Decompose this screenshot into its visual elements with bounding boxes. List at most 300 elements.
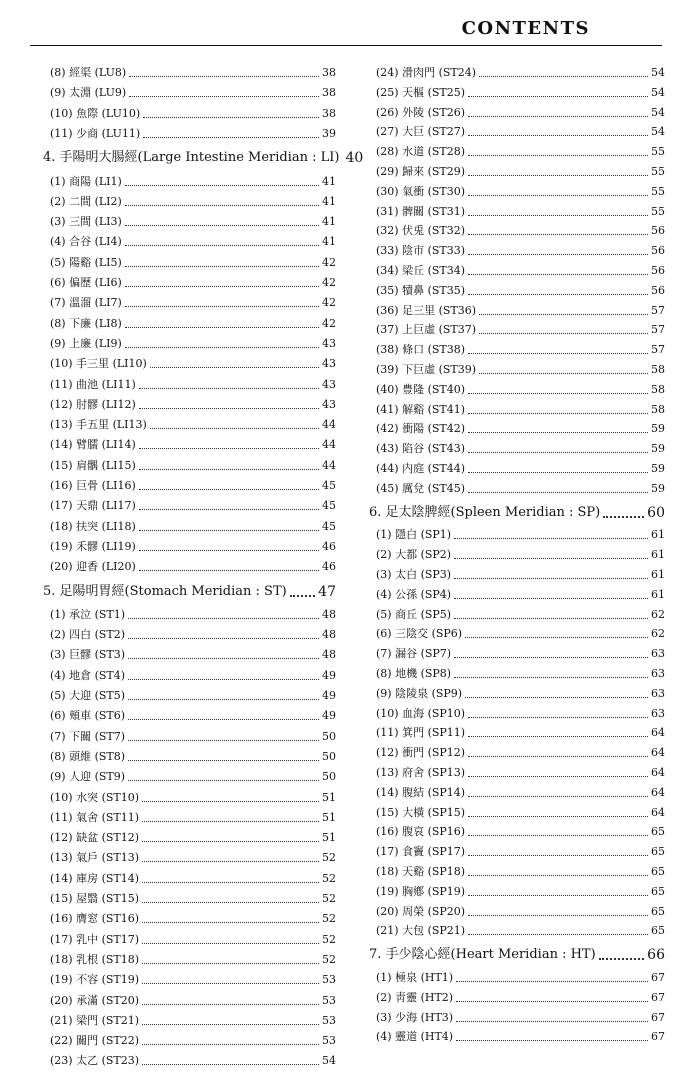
- toc-entry-label: (6) 頰車 (ST6): [50, 709, 126, 723]
- dot-leader: [142, 800, 319, 802]
- toc-entry[interactable]: [43, 709, 336, 723]
- toc-entry[interactable]: [369, 205, 665, 219]
- toc-entry-page: 47: [318, 583, 336, 600]
- toc-entry-label: (44) 内庭 (ST44): [376, 462, 466, 475]
- toc-entry-page: 49: [322, 689, 336, 702]
- toc-entry[interactable]: [369, 1030, 665, 1044]
- toc-entry[interactable]: [369, 442, 665, 456]
- toc-entry-label: (8) 下廉 (LI8): [50, 316, 122, 330]
- toc-entry-label: (15) 屋翳 (ST15): [50, 892, 140, 905]
- dot-leader: [454, 676, 648, 678]
- toc-entry[interactable]: [369, 726, 665, 740]
- toc-entry-page: 59: [651, 422, 665, 436]
- toc-entry[interactable]: [43, 195, 336, 209]
- dot-leader: [468, 795, 648, 797]
- dot-leader: [468, 174, 648, 176]
- toc-entry-page: 56: [651, 244, 665, 258]
- toc-entry[interactable]: [43, 1014, 336, 1028]
- page-title: CONTENTS: [461, 18, 590, 39]
- toc-entry-label: (12) 缺盆 (ST12): [50, 831, 140, 845]
- dot-leader: [129, 95, 319, 97]
- toc-entry[interactable]: [43, 628, 336, 642]
- toc-entry-label: (35) 犢鼻 (ST35): [376, 283, 466, 297]
- toc-entry[interactable]: [369, 786, 665, 800]
- toc-entry-label: (36) 足三里 (ST36): [376, 303, 477, 317]
- toc-entry[interactable]: [369, 106, 665, 120]
- toc-entry-page: 61: [651, 528, 665, 542]
- toc-entry-page: 48: [322, 648, 336, 662]
- toc-entry-label: (34) 梁丘 (ST34): [376, 264, 466, 277]
- toc-entry[interactable]: [369, 746, 665, 760]
- toc-entry[interactable]: [369, 687, 665, 701]
- toc-entry[interactable]: [43, 933, 336, 947]
- toc-entry-page: 42: [322, 296, 336, 310]
- toc-entry-page: 49: [322, 668, 336, 682]
- toc-entry-label: (6) 偏歷 (LI6): [50, 276, 122, 289]
- toc-entry-page: 41: [322, 174, 336, 188]
- toc-entry[interactable]: [369, 766, 665, 780]
- dot-leader: [128, 779, 319, 781]
- toc-entry[interactable]: [369, 865, 665, 879]
- toc-entry-page: 57: [651, 303, 665, 317]
- toc-entry-label: (10) 水突 (ST10): [50, 790, 140, 804]
- toc-entry-page: 59: [651, 481, 665, 495]
- toc-entry-page: 54: [651, 125, 665, 139]
- toc-entry-page: 53: [322, 973, 336, 987]
- toc-entry-page: 54: [322, 1054, 336, 1068]
- toc-entry-label: (2) 靑靈 (HT2): [376, 990, 454, 1004]
- toc-entry[interactable]: [43, 317, 336, 331]
- dot-leader: [139, 407, 319, 409]
- dot-leader: [139, 488, 319, 490]
- toc-entry-label: (19) 不容 (ST19): [50, 973, 140, 987]
- toc-entry-label: (7) 下關 (ST7): [50, 729, 126, 743]
- toc-entry-page: 65: [651, 904, 665, 918]
- toc-entry-label: (32) 伏兎 (ST32): [376, 224, 466, 238]
- dot-leader: [142, 840, 319, 842]
- toc-entry[interactable]: [43, 689, 336, 703]
- toc-entry-label: (8) 地機 (SP8): [376, 667, 452, 680]
- toc-entry[interactable]: [369, 845, 665, 859]
- toc-entry[interactable]: [43, 235, 336, 249]
- dot-leader: [468, 253, 648, 255]
- toc-entry-label: 6. 足太陰脾經(Spleen Meridian : SP): [369, 504, 601, 520]
- toc-entry-label: (3) 太白 (SP3): [376, 568, 452, 581]
- toc-entry[interactable]: [369, 1011, 665, 1025]
- toc-entry-label: (12) 肘髎 (LI12): [50, 397, 136, 411]
- toc-entry[interactable]: [369, 145, 665, 159]
- toc-entry[interactable]: [369, 66, 665, 80]
- toc-entry-page: 43: [322, 397, 336, 411]
- dot-leader: [454, 557, 648, 559]
- toc-entry[interactable]: [43, 892, 336, 906]
- toc-entry[interactable]: [369, 528, 665, 542]
- toc-entry-label: (3) 少海 (HT3): [376, 1010, 454, 1024]
- toc-entry[interactable]: [43, 378, 336, 392]
- toc-entry[interactable]: [43, 811, 336, 825]
- toc-entry[interactable]: [43, 953, 336, 967]
- dot-leader: [479, 372, 648, 374]
- toc-entry[interactable]: [369, 905, 665, 919]
- toc-entry-label: (12) 衝門 (SP12): [376, 746, 466, 760]
- header-rule: [30, 45, 662, 46]
- toc-entry-page: 40: [345, 150, 364, 167]
- toc-entry[interactable]: [369, 482, 665, 496]
- toc-entry-page: 62: [651, 607, 665, 621]
- toc-entry-page: 38: [322, 106, 336, 120]
- toc-entry[interactable]: [43, 540, 336, 554]
- toc-entry-page: 52: [322, 912, 336, 926]
- toc-entry[interactable]: [369, 363, 665, 377]
- toc-entry-page: 52: [322, 892, 336, 905]
- toc-entry-page: 64: [651, 726, 665, 740]
- toc-entry[interactable]: [369, 924, 665, 938]
- toc-entry-page: 65: [651, 825, 665, 839]
- toc-entry-page: 43: [322, 357, 336, 371]
- toc-entry-page: 46: [322, 560, 336, 574]
- toc-entry-label: (22) 關門 (ST22): [50, 1034, 140, 1048]
- dot-leader: [468, 352, 648, 354]
- toc-entry[interactable]: [369, 125, 665, 139]
- toc-entry[interactable]: [43, 66, 336, 80]
- dot-leader: [468, 115, 648, 117]
- toc-entry-label: (41) 解谿 (ST41): [376, 402, 466, 416]
- dot-leader: [128, 657, 319, 659]
- toc-entry[interactable]: [43, 730, 336, 744]
- dot-leader: [468, 834, 648, 836]
- toc-entry-page: 65: [651, 924, 665, 938]
- toc-entry-label: (3) 三間 (LI3): [50, 215, 122, 229]
- toc-entry-page: 51: [322, 810, 336, 824]
- dot-leader: [603, 515, 644, 518]
- toc-entry[interactable]: [369, 462, 665, 476]
- toc-entry-page: 55: [651, 145, 665, 159]
- dot-leader: [468, 874, 648, 876]
- toc-entry-label: (13) 氣戶 (ST13): [50, 851, 140, 865]
- toc-entry-label: (17) 天鼎 (LI17): [50, 499, 136, 513]
- toc-entry-page: 58: [651, 382, 665, 396]
- toc-entry-page: 55: [651, 165, 665, 178]
- dot-leader: [139, 569, 319, 571]
- toc-entry[interactable]: [43, 1034, 336, 1048]
- dot-leader: [456, 980, 648, 982]
- toc-entry[interactable]: [43, 560, 336, 574]
- dot-leader: [468, 775, 648, 777]
- toc-entry[interactable]: [369, 548, 665, 562]
- dot-leader: [468, 233, 648, 235]
- toc-entry-label: (20) 承滿 (ST20): [50, 993, 140, 1007]
- toc-entry[interactable]: [369, 244, 665, 258]
- toc-entry-page: 66: [647, 947, 665, 964]
- dot-leader: [468, 95, 648, 97]
- dot-leader: [139, 447, 319, 449]
- toc-entry-page: 61: [651, 587, 665, 601]
- toc-entry-label: (27) 大巨 (ST27): [376, 125, 466, 139]
- toc-entry-label: (17) 乳中 (ST17): [50, 932, 140, 946]
- toc-entry-page: 63: [651, 667, 665, 680]
- toc-section-heading[interactable]: [369, 505, 665, 521]
- toc-entry-page: 55: [651, 184, 665, 198]
- toc-entry[interactable]: [43, 1054, 336, 1068]
- toc-entry[interactable]: [43, 973, 336, 987]
- toc-entry[interactable]: [369, 323, 665, 337]
- toc-entry-page: 55: [651, 204, 665, 218]
- dot-leader: [139, 468, 319, 470]
- toc-entry-page: 42: [322, 255, 336, 269]
- toc-entry-page: 51: [322, 831, 336, 845]
- dot-leader: [142, 901, 319, 903]
- toc-entry-label: (33) 陰市 (ST33): [376, 244, 466, 258]
- dot-leader: [125, 346, 319, 348]
- dot-leader: [468, 735, 648, 737]
- toc-entry-label: 4. 手陽明大腸經(Large Intestine Meridian : LI): [43, 150, 340, 166]
- toc-entry-label: (20) 迎香 (LI20): [50, 560, 136, 574]
- toc-entry-page: 45: [322, 499, 336, 513]
- toc-entry-label: (19) 胸鄕 (SP19): [376, 884, 466, 898]
- toc-entry-page: 44: [322, 458, 336, 472]
- toc-entry-page: 65: [651, 884, 665, 898]
- toc-entry[interactable]: [43, 459, 336, 473]
- toc-entry[interactable]: [43, 337, 336, 351]
- toc-entry-label: (15) 肩髃 (LI15): [50, 458, 136, 472]
- toc-entry[interactable]: [369, 224, 665, 238]
- toc-entry[interactable]: [43, 418, 336, 432]
- toc-entry-page: 59: [651, 442, 665, 456]
- toc-entry-label: (14) 庫房 (ST14): [50, 871, 140, 885]
- dot-leader: [143, 136, 319, 138]
- toc-entry[interactable]: [43, 107, 336, 121]
- toc-entry[interactable]: [369, 304, 665, 318]
- toc-entry-page: 38: [322, 66, 336, 79]
- toc-entry[interactable]: [369, 971, 665, 985]
- toc-entry-label: (45) 厲兌 (ST45): [376, 481, 466, 495]
- toc-entry[interactable]: [43, 608, 336, 622]
- toc-entry-label: (5) 陽谿 (LI5): [50, 255, 122, 269]
- dot-leader: [142, 1043, 319, 1045]
- toc-entry-page: 48: [322, 607, 336, 621]
- toc-entry[interactable]: [43, 296, 336, 310]
- toc-entry-label: (19) 禾髎 (LI19): [50, 539, 136, 553]
- dot-leader: [456, 1039, 648, 1041]
- toc-entry-page: 53: [322, 1034, 336, 1048]
- toc-entry[interactable]: [43, 912, 336, 926]
- dot-leader: [468, 134, 648, 136]
- toc-section-heading[interactable]: [369, 947, 665, 963]
- toc-entry[interactable]: [369, 403, 665, 417]
- toc-entry[interactable]: [43, 770, 336, 784]
- toc-entry-page: 50: [322, 770, 336, 784]
- toc-entry-label: (9) 人迎 (ST9): [50, 770, 126, 784]
- dot-leader: [142, 820, 319, 822]
- dot-leader: [142, 860, 319, 862]
- dot-leader: [142, 1063, 319, 1065]
- toc-entry-label: (2) 四白 (ST2): [50, 628, 126, 642]
- toc-entry-label: (18) 天谿 (SP18): [376, 865, 466, 878]
- toc-entry[interactable]: [43, 398, 336, 412]
- dot-leader: [125, 285, 319, 287]
- toc-entry-page: 54: [651, 85, 665, 99]
- toc-entry[interactable]: [369, 707, 665, 721]
- toc-entry-label: (28) 水道 (ST28): [376, 145, 466, 159]
- toc-entry-label: 7. 手少陰心經(Heart Meridian : HT): [369, 947, 596, 963]
- toc-entry-label: (1) 商陽 (LI1): [50, 174, 122, 188]
- toc-entry-label: (30) 氣衝 (ST30): [376, 184, 466, 198]
- dot-leader: [150, 427, 319, 429]
- toc-entry-label: (26) 外陵 (ST26): [376, 105, 466, 119]
- dot-leader: [468, 412, 648, 414]
- toc-entry-label: (43) 陷谷 (ST43): [376, 442, 466, 456]
- toc-entry[interactable]: [43, 438, 336, 452]
- toc-entry[interactable]: [43, 215, 336, 229]
- dot-leader: [125, 265, 319, 267]
- toc-entry-page: 43: [322, 377, 336, 391]
- dot-leader: [454, 617, 648, 619]
- toc-entry-label: (23) 太乙 (ST23): [50, 1054, 140, 1068]
- toc-entry-page: 67: [651, 1010, 665, 1024]
- dot-leader: [128, 759, 319, 761]
- toc-entry[interactable]: [43, 831, 336, 845]
- toc-entry[interactable]: [43, 276, 336, 290]
- dot-leader: [142, 962, 319, 964]
- dot-leader: [142, 881, 319, 883]
- toc-entry[interactable]: [43, 669, 336, 683]
- toc-entry-label: (14) 臂臑 (LI14): [50, 438, 136, 452]
- dot-leader: [143, 116, 319, 118]
- dot-leader: [454, 577, 648, 579]
- toc-entry-label: (38) 條口 (ST38): [376, 343, 466, 357]
- dot-leader: [465, 696, 648, 698]
- toc-section-heading[interactable]: [43, 584, 336, 600]
- toc-entry-page: 41: [322, 215, 336, 229]
- toc-section-heading[interactable]: [43, 150, 364, 167]
- toc-entry[interactable]: [43, 520, 336, 534]
- toc-entry-page: 64: [651, 746, 665, 760]
- toc-entry[interactable]: [43, 750, 336, 764]
- toc-entry[interactable]: [369, 284, 665, 298]
- toc-entry-page: 44: [322, 418, 336, 432]
- toc-entry-label: (21) 梁門 (ST21): [50, 1013, 140, 1027]
- toc-entry-label: (7) 漏谷 (SP7): [376, 647, 452, 661]
- toc-entry-label: (18) 乳根 (ST18): [50, 952, 140, 966]
- toc-entry-page: 41: [322, 194, 336, 208]
- toc-entry-page: 59: [651, 462, 665, 475]
- toc-entry[interactable]: [43, 994, 336, 1008]
- toc-entry-label: 5. 足陽明胃經(Stomach Meridian : ST): [43, 583, 287, 599]
- toc-entry-label: (11) 氣舍 (ST11): [50, 810, 140, 824]
- toc-entry[interactable]: [43, 175, 336, 189]
- toc-entry[interactable]: [369, 165, 665, 179]
- toc-entry-label: (5) 大迎 (ST5): [50, 689, 126, 702]
- toc-entry-page: 57: [651, 323, 665, 337]
- toc-entry-label: (16) 膺窓 (ST16): [50, 912, 140, 926]
- toc-entry[interactable]: [369, 588, 665, 602]
- toc-entry[interactable]: [369, 667, 665, 681]
- dot-leader: [454, 597, 648, 599]
- dot-leader: [125, 326, 319, 328]
- toc-entry-label: (31) 髀關 (ST31): [376, 204, 466, 218]
- toc-entry-page: 58: [651, 402, 665, 416]
- toc-entry[interactable]: [43, 872, 336, 886]
- toc-entry[interactable]: [369, 627, 665, 641]
- toc-entry-page: 45: [322, 519, 336, 533]
- toc-entry[interactable]: [369, 885, 665, 899]
- toc-entry-label: (4) 公孫 (SP4): [376, 587, 452, 601]
- dot-leader: [129, 75, 319, 77]
- toc-entry-label: (3) 巨髎 (ST3): [50, 648, 126, 662]
- toc-entry-page: 45: [322, 479, 336, 492]
- toc-entry[interactable]: [369, 383, 665, 397]
- toc-entry[interactable]: [369, 86, 665, 100]
- toc-entry[interactable]: [43, 791, 336, 805]
- toc-entry-page: 43: [322, 336, 336, 350]
- toc-entry-page: 52: [322, 871, 336, 885]
- toc-entry-label: (9) 陰陵泉 (SP9): [376, 686, 463, 700]
- toc-entry[interactable]: [369, 991, 665, 1005]
- dot-leader: [468, 755, 648, 757]
- toc-entry-page: 50: [322, 729, 336, 743]
- dot-leader: [125, 244, 319, 246]
- toc-entry[interactable]: [369, 422, 665, 436]
- toc-entry-page: 65: [651, 845, 665, 859]
- toc-entry-page: 41: [322, 235, 336, 249]
- dot-leader: [150, 366, 319, 368]
- toc-entry-label: (42) 衝陽 (ST42): [376, 422, 466, 436]
- toc-entry[interactable]: [43, 256, 336, 270]
- toc-entry[interactable]: [369, 825, 665, 839]
- toc-entry-page: 54: [651, 66, 665, 79]
- toc-entry[interactable]: [369, 647, 665, 661]
- toc-entry-label: (11) 少商 (LU11): [50, 126, 141, 140]
- toc-entry[interactable]: [43, 127, 336, 141]
- toc-entry[interactable]: [43, 851, 336, 865]
- toc-entry-label: (40) 豊隆 (ST40): [376, 382, 466, 396]
- toc-entry-label: (10) 手三里 (LI10): [50, 357, 147, 371]
- toc-entry-page: 63: [651, 706, 665, 720]
- dot-leader: [142, 1003, 319, 1005]
- dot-leader: [468, 194, 648, 196]
- toc-entry-label: (8) 經渠 (LU8): [50, 66, 127, 79]
- toc-entry-page: 67: [651, 1030, 665, 1044]
- toc-entry-page: 64: [651, 766, 665, 779]
- toc-entry[interactable]: [43, 86, 336, 100]
- toc-entry[interactable]: [43, 499, 336, 513]
- toc-entry[interactable]: [43, 357, 336, 371]
- toc-entry-page: 46: [322, 539, 336, 553]
- toc-entry-label: (2) 大都 (SP2): [376, 548, 452, 562]
- toc-entry[interactable]: [369, 806, 665, 820]
- dot-leader: [468, 471, 648, 473]
- toc-entry[interactable]: [369, 185, 665, 199]
- toc-entry-label: (37) 上巨虛 (ST37): [376, 323, 477, 337]
- toc-entry[interactable]: [43, 648, 336, 662]
- dot-leader: [468, 154, 648, 156]
- toc-entry[interactable]: [369, 608, 665, 622]
- toc-entry[interactable]: [43, 479, 336, 493]
- toc-entry-label: (4) 合谷 (LI4): [50, 235, 122, 249]
- toc-entry-page: 38: [322, 86, 336, 100]
- toc-entry[interactable]: [369, 343, 665, 357]
- dot-leader: [599, 957, 645, 960]
- toc-entry-label: (16) 腹哀 (SP16): [376, 825, 466, 839]
- toc-entry-page: 63: [651, 647, 665, 661]
- toc-entry[interactable]: [369, 568, 665, 582]
- toc-entry-page: 52: [322, 952, 336, 966]
- dot-leader: [139, 508, 319, 510]
- toc-entry-page: 54: [651, 105, 665, 119]
- toc-entry[interactable]: [369, 264, 665, 278]
- dot-leader: [142, 1023, 319, 1025]
- dot-leader: [468, 894, 648, 896]
